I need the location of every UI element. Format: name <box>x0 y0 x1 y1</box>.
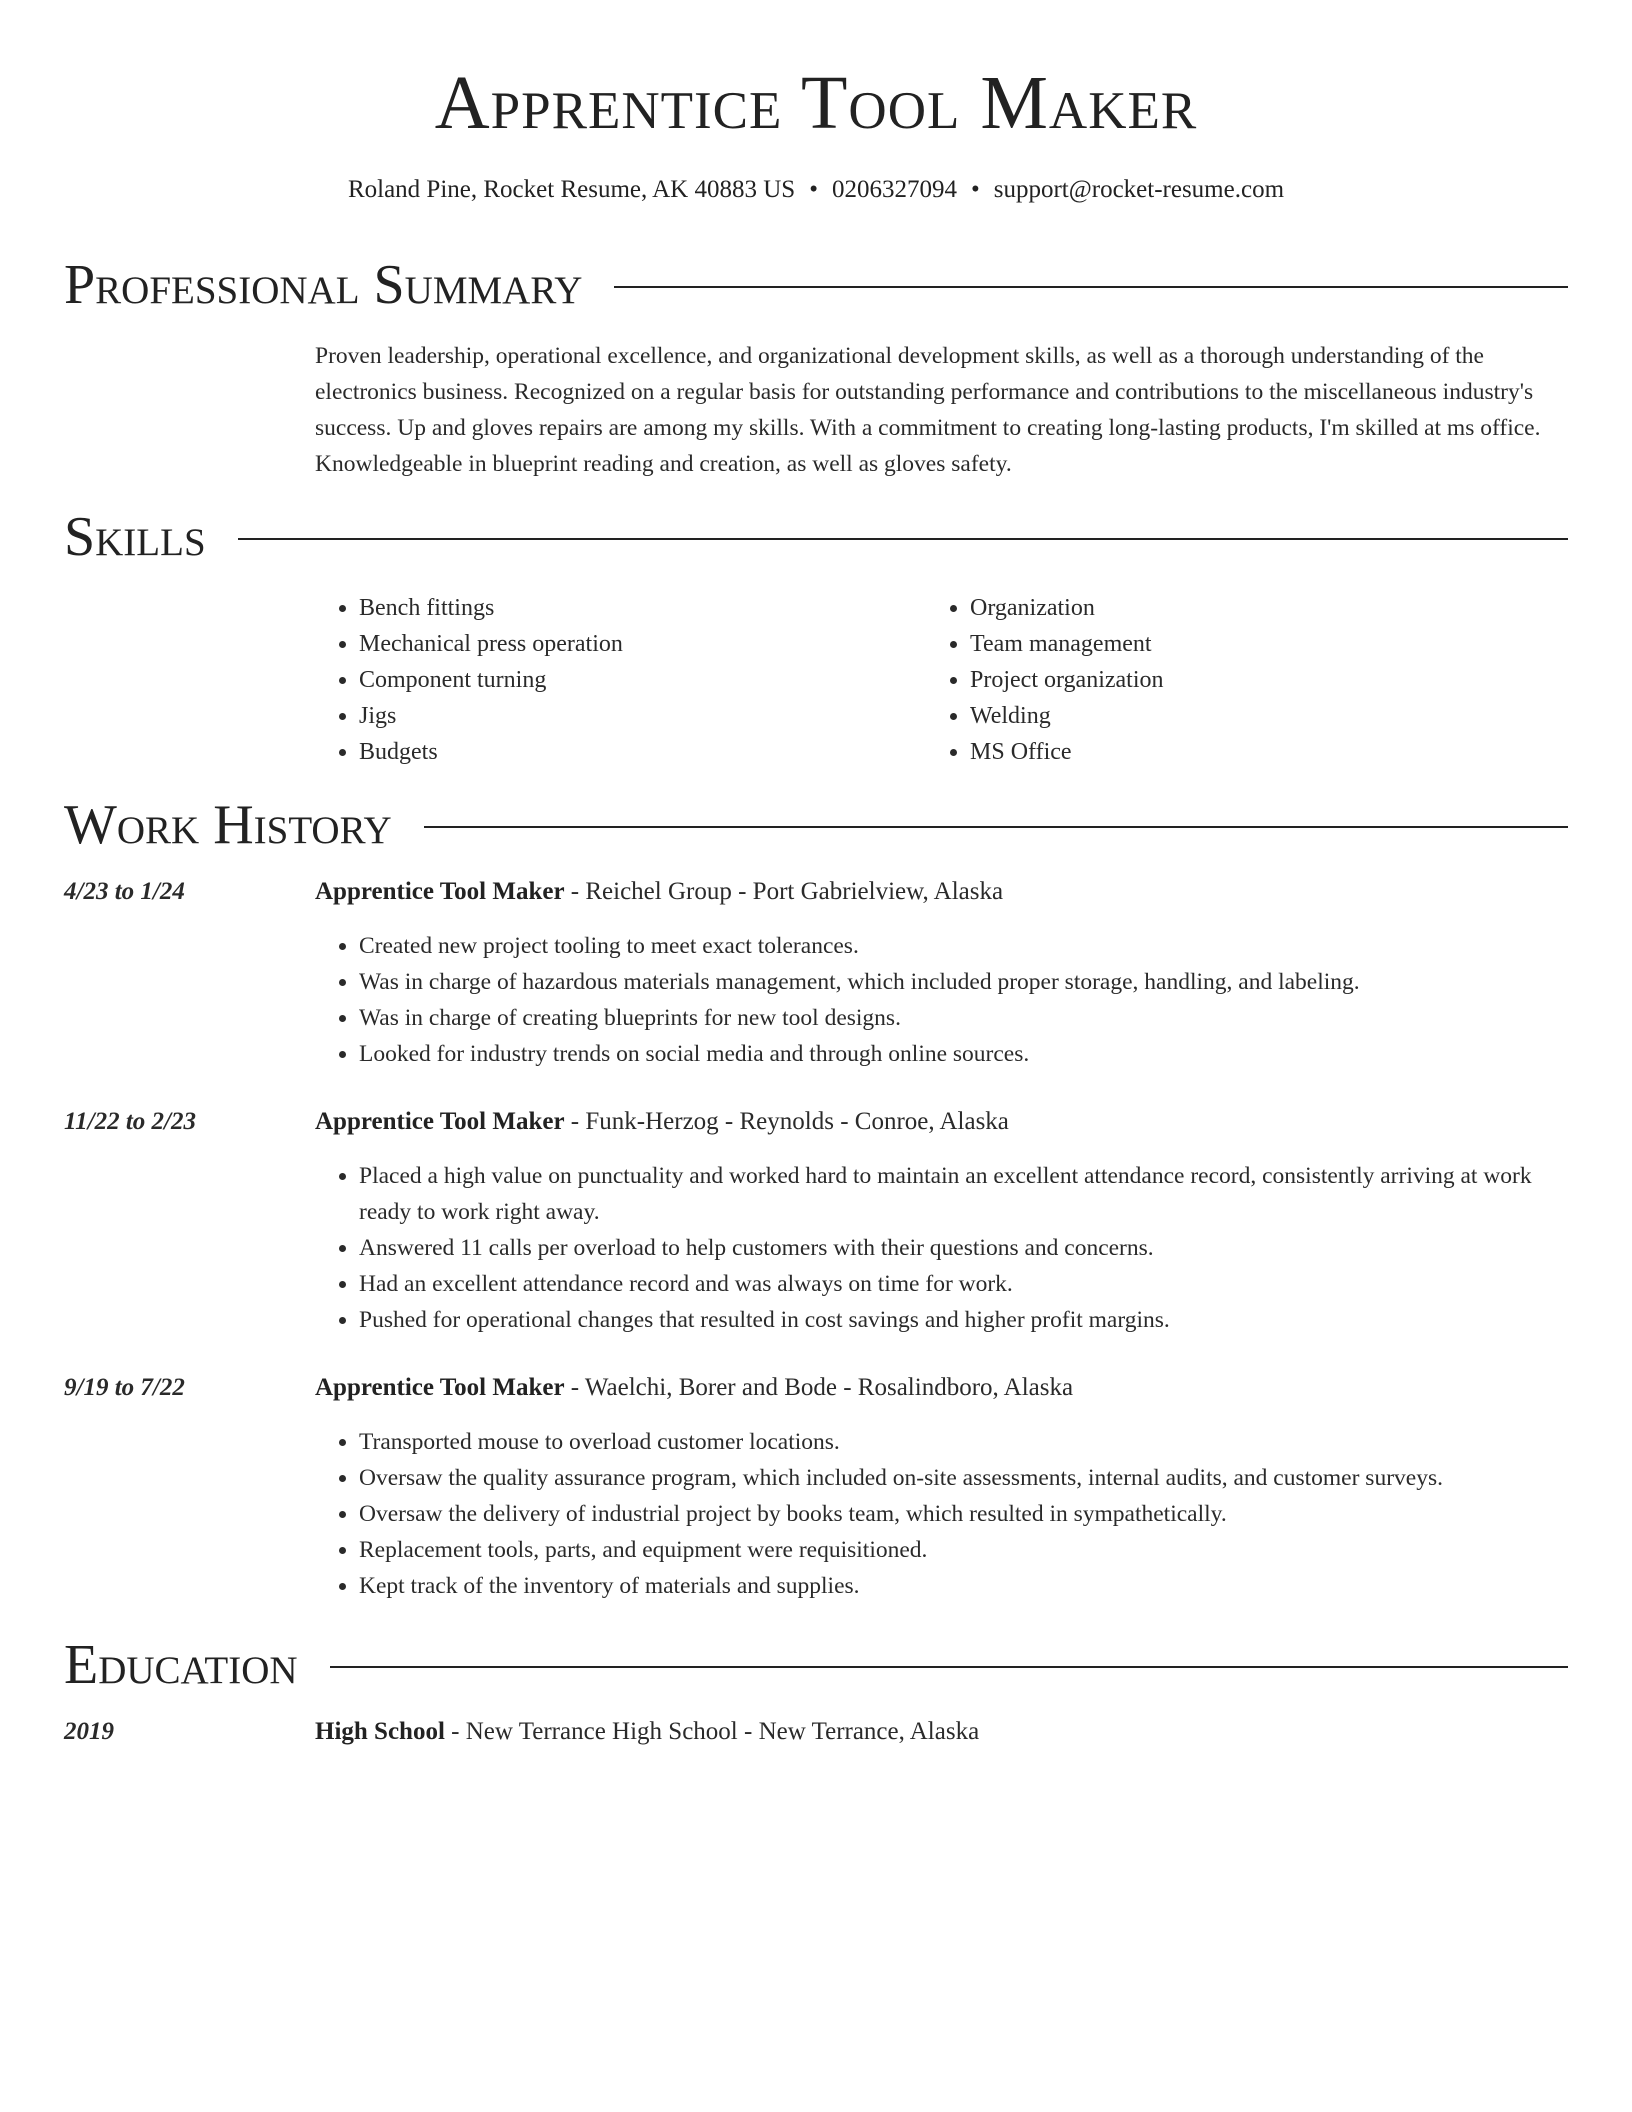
job-bullet: • Answered 11 calls per overload to help customers with their questions and concerns. <box>359 1230 1568 1266</box>
job-bullet: • Transported mouse to overload customer locations. <box>359 1424 1568 1460</box>
section-divider <box>330 1666 1568 1668</box>
job-dates: 9/19 to 7/22 <box>64 1374 185 1401</box>
job-bullets <box>315 928 1568 1072</box>
job-details: - Funk-Herzog - Reynolds - Conroe, Alaska <box>564 1108 1009 1135</box>
job-header <box>315 1370 1568 1406</box>
education-heading: Education <box>64 1634 298 1696</box>
work-section-heading <box>64 792 1568 858</box>
job-details: - Reichel Group - Port Gabrielview, Alaska <box>564 878 1004 905</box>
job-bullets <box>315 1424 1568 1604</box>
job-bullet: • Replacement tools, parts, and equipment were requisitioned. <box>359 1532 1568 1568</box>
skill-item: • Bench fittings <box>359 590 623 626</box>
summary-heading: Professional Summary <box>64 254 583 316</box>
job-bullet: • Oversaw the quality assurance program, which included on-site assessments, internal audits, and customer surveys. <box>359 1460 1568 1496</box>
education-section-heading <box>64 1632 1568 1698</box>
job-title: Apprentice Tool Maker <box>315 878 565 905</box>
job-bullets <box>315 1158 1568 1338</box>
skill-item: • MS Office <box>970 734 1164 770</box>
skill-item: • Budgets <box>359 734 623 770</box>
contact-email: support@rocket-resume.com <box>993 176 1285 203</box>
contact-separator: • <box>809 176 818 203</box>
job-title: Apprentice Tool Maker <box>315 1374 565 1401</box>
job-bullet: • Oversaw the delivery of industrial project by books team, which resulted in sympathetically. <box>359 1496 1568 1532</box>
education-degree: High School <box>315 1718 445 1745</box>
skill-item: • Project organization <box>970 662 1164 698</box>
job-header <box>315 874 1568 910</box>
skill-item: • Team management <box>970 626 1164 662</box>
job-dates: 4/23 to 1/24 <box>64 878 185 905</box>
job-bullet: • Kept track of the inventory of materials and supplies. <box>359 1568 1568 1604</box>
skills-heading: Skills <box>64 506 206 568</box>
skills-section-heading <box>64 504 1568 570</box>
skill-item: • Mechanical press operation <box>359 626 623 662</box>
job-bullet: • Looked for industry trends on social media and through online sources. <box>359 1036 1568 1072</box>
resume-title: Apprentice Tool Maker <box>434 61 1198 145</box>
job-bullet: • Had an excellent attendance record and was always on time for work. <box>359 1266 1568 1302</box>
education-entry <box>315 1714 1568 1750</box>
job-header <box>315 1104 1568 1140</box>
skill-item: • Jigs <box>359 698 623 734</box>
section-divider <box>424 826 1568 828</box>
job-bullet: • Pushed for operational changes that resulted in cost savings and higher profit margins. <box>359 1302 1568 1338</box>
contact-line <box>64 172 1568 208</box>
contact-address: Roland Pine, Rocket Resume, AK 40883 US <box>347 176 796 203</box>
job-bullet: • Was in charge of creating blueprints for new tool designs. <box>359 1000 1568 1036</box>
summary-section-heading <box>64 252 1568 318</box>
job-bullet: • Placed a high value on punctuality and worked hard to maintain an excellent attendance record, consistently arriving at work ready to work right away. <box>359 1158 1568 1230</box>
skill-item: • Component turning <box>359 662 623 698</box>
job-title: Apprentice Tool Maker <box>315 1108 565 1135</box>
education-details: - New Terrance High School - New Terrance, Alaska <box>444 1718 980 1745</box>
contact-phone: 0206327094 <box>831 176 957 203</box>
skill-item: • Organization <box>970 590 1164 626</box>
work-heading: Work History <box>64 794 392 856</box>
skills-list-left <box>315 590 623 770</box>
section-divider <box>614 286 1568 288</box>
section-divider <box>238 538 1568 540</box>
job-dates: 11/22 to 2/23 <box>64 1108 196 1135</box>
summary-text: Proven leadership, operational excellence, and organizational development skills, as well as a thorough understanding of the electronics business. Recognized on a regular basis for outstanding performance and contributions to the miscellaneous industry's success. Up and gloves repairs are among my skills. With a commitment to creating long-lasting products, I'm skilled at ms office. Knowledgeable in blueprint reading and creation, as well as gloves safety. <box>315 343 1541 477</box>
job-bullet: • Created new project tooling to meet exact tolerances. <box>359 928 1568 964</box>
job-bullet: • Was in charge of hazardous materials management, which included proper storage, handling, and labeling. <box>359 964 1568 1000</box>
skills-list-right <box>926 590 1164 770</box>
contact-separator: • <box>970 176 980 203</box>
skill-item: • Welding <box>970 698 1164 734</box>
education-year: 2019 <box>64 1718 114 1745</box>
job-details: - Waelchi, Borer and Bode - Rosalindboro, Alaska <box>564 1374 1074 1401</box>
